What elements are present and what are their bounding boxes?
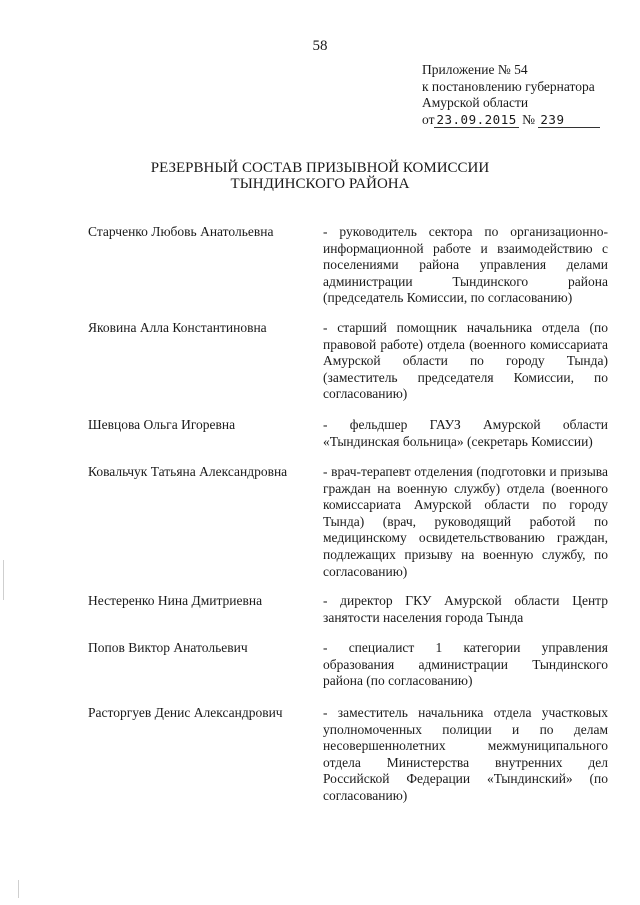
member-position: - врач-терапевт отделения (подготовки и призыва граждан на военную службу) отдела (военного комиссариата Амурской области по городу Тында) (врач, руководящий работой по медицинскому освидетельствованию граждан, подлежащих призыву на военную службу, по согласованию): [323, 464, 608, 579]
member-name: Яковина Алла Константиновна: [88, 320, 267, 335]
decree-number: 239: [540, 111, 565, 127]
member-position: - специалист 1 категории управления образования администрации Тындинского района (по согласованию): [323, 640, 608, 689]
number-prefix: №: [522, 111, 536, 127]
member-position: - руководитель сектора по организационно-информационной работе и взаимодействию с поселениями района управления делами администрации Тындинского района (председатель Комиссии, по согласованию): [323, 224, 608, 306]
scan-edge-mark: [3, 560, 4, 600]
member-position: - директор ГКУ Амурской области Центр занятости населения города Тында: [323, 593, 608, 625]
decree-date: 23.09.2015: [436, 111, 517, 127]
page-number: 58: [312, 38, 328, 54]
title-line-1: РЕЗЕРВНЫЙ СОСТАВ ПРИЗЫВНОЙ КОМИССИИ: [150, 160, 490, 176]
scan-edge-mark: [18, 880, 19, 898]
member-name: Ковальчук Татьяна Александровна: [88, 464, 288, 479]
member-name: Шевцова Ольга Игоревна: [88, 417, 236, 432]
appendix-block: [422, 62, 622, 128]
member-name: Старченко Любовь Анатольевна: [88, 224, 274, 239]
member-position: - заместитель начальника отдела участковых уполномоченных полиции и по делам несовершеннолетних межмуниципального отдела Министерства внутренних дел Российской Федерации «Тындинский» (по согласованию): [323, 705, 608, 803]
member-name: Расторгуев Денис Александрович: [88, 705, 283, 720]
member-position: - фельдшер ГАУЗ Амурской области «Тындинская больница» (секретарь Комиссии): [323, 417, 608, 449]
underline: [566, 127, 600, 128]
title-line-2: ТЫНДИНСКОГО РАЙОНА: [230, 176, 410, 192]
appendix-title: Приложение № 54: [422, 62, 528, 77]
member-name: Нестеренко Нина Дмитриевна: [88, 593, 263, 608]
appendix-date-line: [422, 112, 622, 129]
date-prefix: от: [422, 111, 435, 127]
appendix-reference: к постановлению губернатора: [422, 78, 595, 94]
document-title: [0, 160, 640, 192]
appendix-region: Амурской области: [422, 95, 529, 110]
member-name: Попов Виктор Анатольевич: [88, 640, 248, 655]
member-position: - старший помощник начальника отдела (по правовой работе) отдела (военного комиссариата Амурской области по городу Тында) (заместитель председателя Комиссии, по согласованию): [323, 320, 608, 402]
